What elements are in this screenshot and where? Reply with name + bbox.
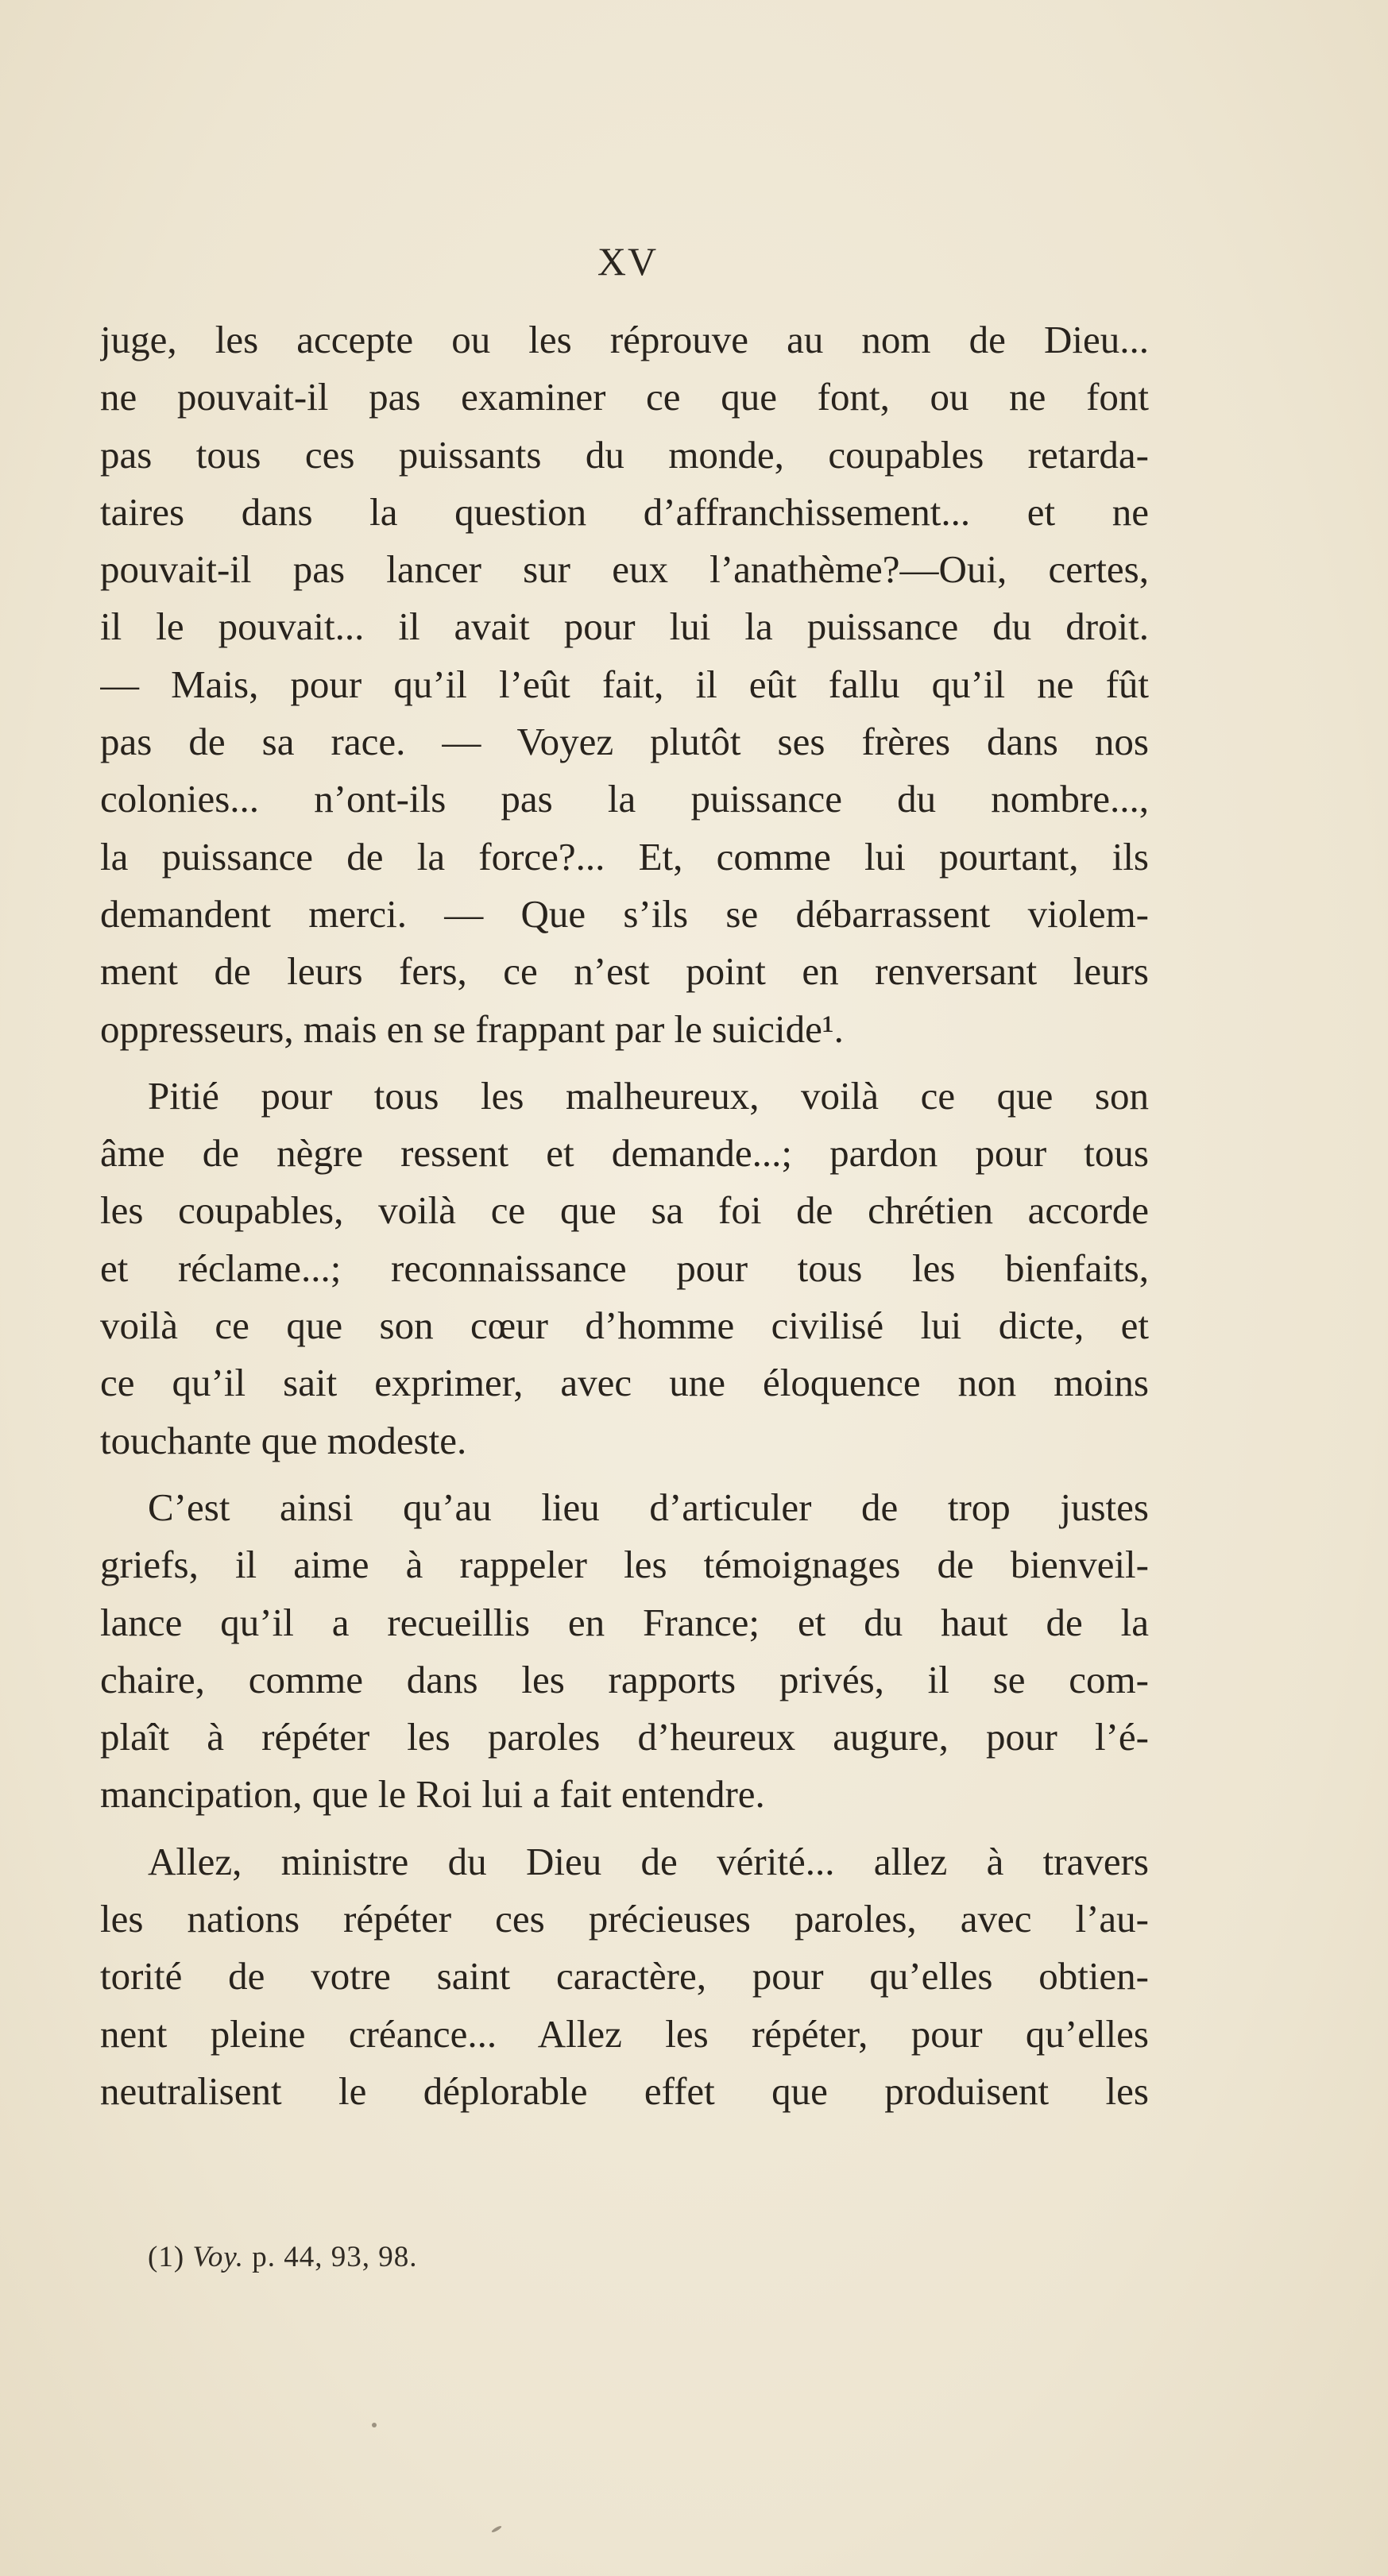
text-line: les coupables, voilà ce que sa foi de chrétien accorde (100, 1188, 1149, 1233)
text-line: Allez, ministre du Dieu de vérité... allez à travers (148, 1839, 1149, 1883)
footnote-marker: (1) (148, 2241, 185, 2273)
footnote-pages: p. 44, 93, 98. (252, 2241, 418, 2273)
text-line: — Mais, pour qu’il l’eût fait, il eût fallu qu’il ne fût (100, 662, 1149, 706)
text-line: ce qu’il sait exprimer, avec une éloquence non moins (100, 1361, 1149, 1405)
text-line: âme de nègre ressent et demande...; pardon pour tous (100, 1131, 1149, 1176)
text-line: ment de leurs fers, ce n’est point en renversant leurs (100, 949, 1149, 994)
text-line: voilà ce que son cœur d’homme civilisé lui dicte, et (100, 1303, 1149, 1348)
text-line: il le pouvait... il avait pour lui la puissance du droit. (100, 604, 1149, 649)
text-line: chaire, comme dans les rapports privés, il se com- (100, 1657, 1149, 1701)
page-number: XV (597, 239, 659, 284)
text-line: lance qu’il a recueillis en France; et du haut de la (100, 1600, 1149, 1644)
text-line: touchante que modeste. (100, 1418, 467, 1462)
text-line: demandent merci. — Que s’ils se débarrassent violem- (100, 891, 1149, 936)
text-line: pas de sa race. — Voyez plutôt ses frères dans nos (100, 720, 1149, 764)
body-text (100, 311, 1149, 2130)
text-line: pas tous ces puissants du monde, coupables retarda- (100, 432, 1149, 477)
paragraph-4 (100, 1833, 1149, 2120)
text-line: pouvait-il pas lancer sur eux l’anathème?—Oui, certes, (100, 547, 1149, 592)
paper-speck (372, 2423, 377, 2427)
text-line: neutralisent le déplorable effet que produisent les (100, 2068, 1149, 2113)
text-line: plaît à répéter les paroles d’heureux augure, pour l’é- (100, 1715, 1149, 1759)
text-line: colonies... n’ont-ils pas la puissance du nombre..., (100, 777, 1149, 821)
text-line: torité de votre saint caractère, pour qu’elles obtien- (100, 1954, 1149, 1999)
text-line: la puissance de la force?... Et, comme lui pourtant, ils (100, 834, 1149, 879)
paragraph-2 (100, 1068, 1149, 1470)
text-line: et réclame...; reconnaissance pour tous les bienfaits, (100, 1246, 1149, 1290)
text-line: Pitié pour tous les malheureux, voilà ce que son (148, 1073, 1149, 1118)
text-line: griefs, il aime à rappeler les témoignages de bienveil- (100, 1543, 1149, 1587)
footnote-abbreviation: Voy. (192, 2241, 245, 2273)
text-line: taires dans la question d’affranchissement... et ne (100, 489, 1149, 534)
paragraph-1 (100, 311, 1149, 1058)
text-line: les nations répéter ces précieuses paroles, avec l’au- (100, 1897, 1149, 1941)
paragraph-3 (100, 1479, 1149, 1824)
text-line: mancipation, que le Roi lui a fait entendre. (100, 1772, 765, 1817)
text-line: juge, les accepte ou les réprouve au nom de Dieu... (100, 318, 1149, 361)
text-line: nent pleine créance... Allez les répéter, pour qu’elles (100, 2011, 1149, 2056)
paper-speck (491, 2525, 502, 2533)
text-line: C’est ainsi qu’au lieu d’articuler de trop justes (148, 1485, 1149, 1529)
text-line: oppresseurs, mais en se frappant par le suicide¹. (100, 1006, 844, 1051)
text-line: ne pouvait-il pas examiner ce que font, ou ne font (100, 375, 1149, 419)
footnote (148, 2240, 418, 2274)
